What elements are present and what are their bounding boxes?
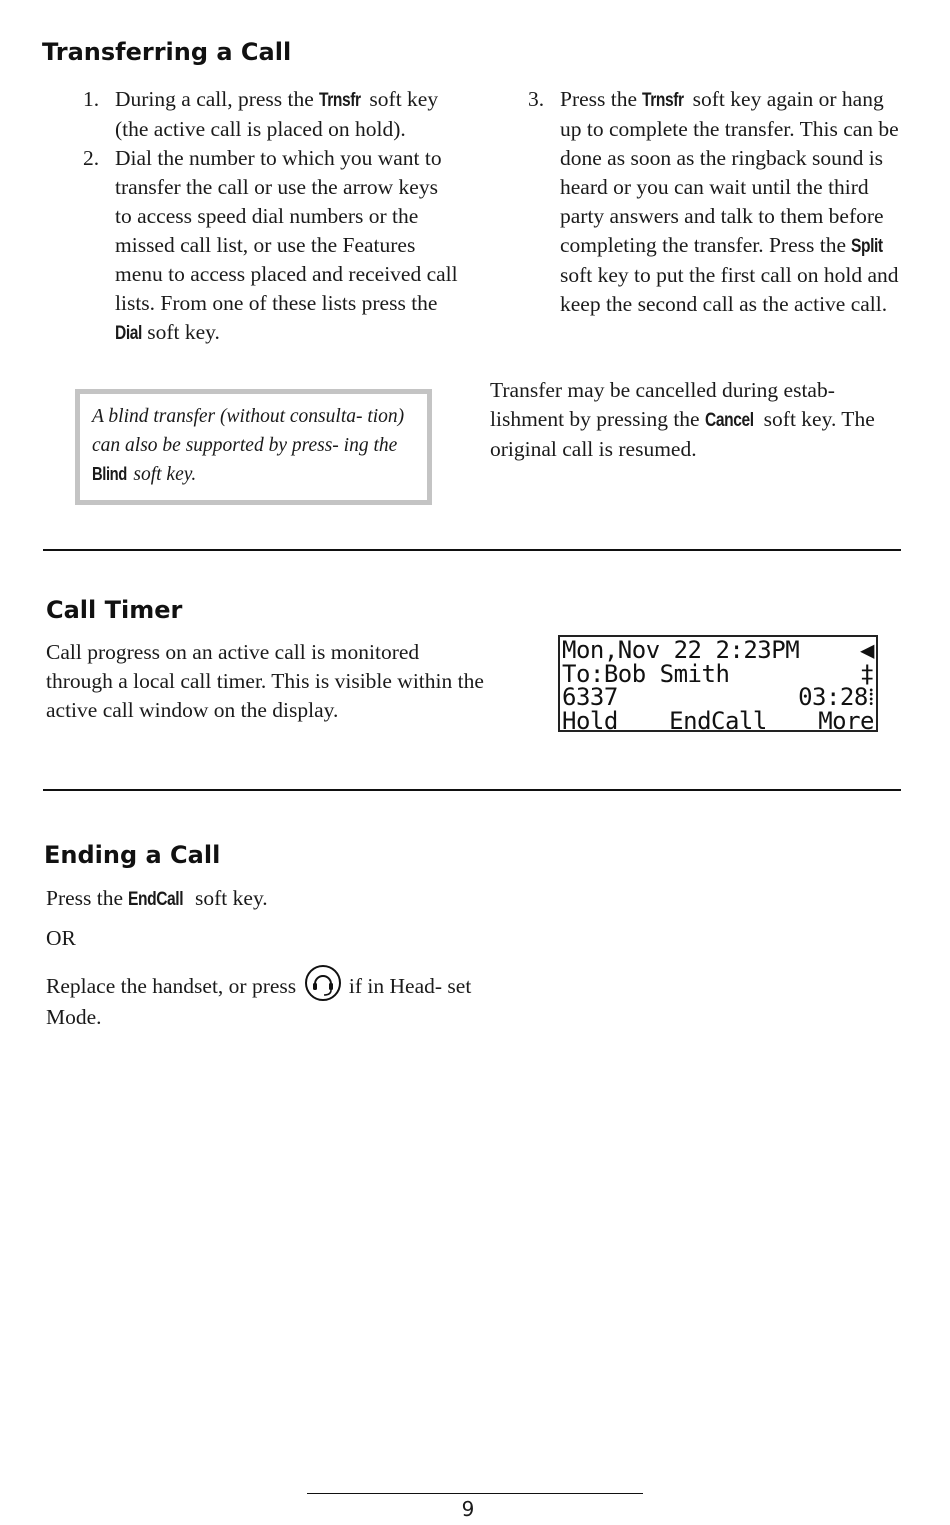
cancel-transfer-text <box>490 376 890 464</box>
headset-icon <box>304 964 342 1002</box>
section-title-ending: Ending a Call <box>44 841 221 869</box>
section-title-timer: Call Timer <box>46 596 183 624</box>
display-to: To:Bob Smith <box>562 659 730 688</box>
timer-text: Call progress on an active call is monitored through a local call timer. This is visible within the active call window on the display. <box>46 640 484 722</box>
display-number: 6337 <box>562 683 618 711</box>
transfer-steps-left <box>83 85 458 348</box>
step-text: soft key. <box>141 320 220 344</box>
step-1 <box>83 85 458 144</box>
softkey-more: More <box>818 706 874 735</box>
paragraph-text: Replace the handset, or press <box>46 974 302 998</box>
paragraph-text: Transfer may be cancelled during estab- lishment by pressing the <box>490 378 835 431</box>
ending-line-1 <box>46 884 486 914</box>
display-datetime: Mon,Nov 22 2:23PM <box>562 636 800 664</box>
note-text: soft key. <box>128 464 197 485</box>
softkey-label: EndCall <box>128 889 184 910</box>
section-title-transfer: Transferring a Call <box>42 38 292 66</box>
step-text: soft key (the active call is placed on hold). <box>115 87 439 141</box>
display-row-datetime <box>562 636 874 664</box>
page-number: 9 <box>461 1497 475 1521</box>
display-row-timer <box>562 683 874 711</box>
display-call-timer: 03:28⁞ <box>798 683 874 711</box>
step-number: 2. <box>83 146 100 170</box>
section-divider <box>43 549 901 551</box>
step-2 <box>83 144 458 348</box>
section-divider <box>43 789 901 791</box>
footer-rule <box>307 1493 643 1494</box>
paragraph-text: Press the <box>46 886 129 910</box>
softkey-label: Trnsfr <box>642 90 685 111</box>
step-text: Dial the number to which you want to transfer the call or use the arrow keys to access speed dial numbers or the missed call list, or use the Features menu to access placed and received call lists. From one of these lists press the <box>115 146 458 315</box>
softkey-label: Blind <box>92 464 127 484</box>
paragraph-text: soft key. The original call is resumed. <box>490 407 875 461</box>
paragraph-text: soft key. <box>189 886 268 910</box>
step-text: soft key again or hang up to complete the transfer. This can be done as soon as the ringback sound is heard or you can wait until the third party answers and talk to them before completing the transfer. Press the <box>560 87 899 257</box>
ending-line-2 <box>46 964 486 1033</box>
paragraph-text: if in Head- set Mode. <box>46 974 472 1029</box>
softkey-label: Dial <box>115 323 142 344</box>
step-3 <box>528 85 900 319</box>
speaker-icon: ◀ <box>860 636 874 664</box>
softkey-label: Cancel <box>704 410 754 431</box>
note-text: A blind transfer (without consulta- tion) can also be supported by press- ing the <box>92 406 405 456</box>
step-text: Press the <box>560 87 643 111</box>
phone-display <box>558 635 878 735</box>
ending-or: OR <box>46 926 76 950</box>
softkey-hold: Hold <box>562 706 618 735</box>
softkey-label: Split <box>851 236 884 257</box>
transfer-steps-right <box>528 85 900 319</box>
step-number: 1. <box>83 87 100 111</box>
softkey-label: Trnsfr <box>319 90 361 111</box>
scroll-icon: ‡ <box>860 659 874 688</box>
blind-transfer-note <box>75 389 432 505</box>
display-softkeys <box>562 706 874 735</box>
step-text: During a call, press the <box>115 87 320 111</box>
step-text: soft key to put the first call on hold and keep the second call as the active call. <box>560 263 899 316</box>
softkey-endcall: EndCall <box>669 706 767 735</box>
step-number: 3. <box>528 87 545 111</box>
